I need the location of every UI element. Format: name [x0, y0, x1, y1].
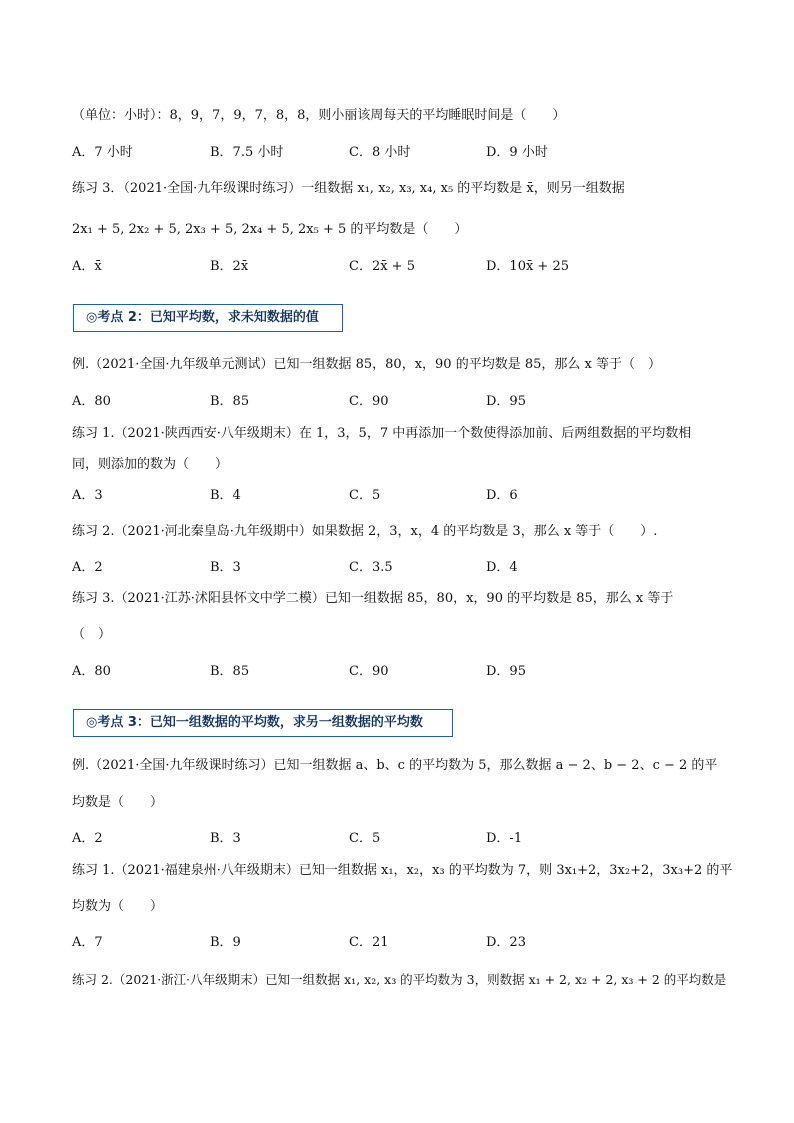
option-c: C．90 — [349, 394, 389, 409]
option-c: C．90 — [349, 664, 389, 679]
section-heading: ◎考点 3：已知一组数据的平均数，求另一组数据的平均数 — [73, 709, 453, 737]
option-c: C．2x̄ + 5 — [349, 259, 415, 274]
question-text: 均数为（ ） — [72, 899, 164, 914]
question-text: 练习 1.（2021·福建泉州·八年级期末）已知一组数据 x₁，x₂，x₃ 的平均数为 7，则 3x₁+2，3x₂+2，3x₃+2 的平 — [72, 863, 733, 878]
question-text: 2x₁ + 5, 2x₂ + 5, 2x₃ + 5, 2x₄ + 5, 2x₅ + 5 的平均数是（ ） — [72, 222, 468, 237]
option-c: C．5 — [349, 488, 381, 503]
option-b: B．3 — [210, 831, 241, 846]
question-text: 练习 3．（2021·全国·九年级课时练习）一组数据 x₁, x₂, x₃, x₄, x₅ 的平均数是 x̄，则另一组数据 — [72, 181, 625, 196]
option-c: C．3.5 — [349, 560, 393, 575]
question-text: 练习 1.（2021·陕西西安·八年级期末）在 1，3，5，7 中再添加一个数使得添加前、后两组数据的平均数相 — [72, 426, 692, 441]
option-b: B．2x̄ — [210, 259, 249, 274]
option-a: A．7 小时 — [72, 145, 133, 160]
question-text: 例.（2021·全国·九年级单元测试）已知一组数据 85，80，x，90 的平均数是 85，那么 x 等于（ ） — [72, 357, 661, 372]
question-text: （单位：小时）：8，9，7，9，7，8，8，则小丽该周每天的平均睡眠时间是（ ） — [72, 108, 566, 123]
option-c: C．8 小时 — [349, 145, 411, 160]
option-d: D．95 — [486, 394, 526, 409]
question-text: 例.（2021·全国·九年级课时练习）已知一组数据 a、b、c 的平均数为 5，那么数据 a − 2、b − 2、c − 2 的平 — [72, 758, 718, 773]
option-a: A．2 — [72, 831, 103, 846]
option-b: B．3 — [210, 560, 241, 575]
option-d: D．6 — [486, 488, 518, 503]
option-b: B．4 — [210, 488, 241, 503]
question-text: 练习 2.（2021·浙江·八年级期末）已知一组数据 x₁, x₂, x₃ 的平均数为 3，则数据 x₁ + 2, x₂ + 2, x₃ + 2 的平均数是 — [72, 972, 727, 987]
option-c: C．21 — [349, 935, 389, 950]
option-d: D．95 — [486, 664, 526, 679]
option-d: D．10x̄ + 25 — [486, 259, 569, 274]
option-a: A．7 — [72, 935, 103, 950]
option-d: D．-1 — [486, 831, 523, 846]
question-text: 练习 2.（2021·河北秦皇岛·九年级期中）如果数据 2，3，x，4 的平均数是 3，那么 x 等于（ ）. — [72, 524, 658, 539]
option-b: B．9 — [210, 935, 241, 950]
option-a: A．80 — [72, 394, 111, 409]
option-a: A．x̄ — [72, 259, 102, 274]
option-c: C．5 — [349, 831, 381, 846]
option-d: D．9 小时 — [486, 145, 548, 160]
option-a: A．2 — [72, 560, 103, 575]
question-text: 练习 3.（2021·江苏·沭阳县怀文中学二模）已知一组数据 85，80，x，90 的平均数是 85，那么 x 等于 — [72, 591, 674, 606]
option-b: B．7.5 小时 — [210, 145, 284, 160]
option-a: A．80 — [72, 664, 111, 679]
option-d: D．4 — [486, 560, 518, 575]
section-heading: ◎考点 2：已知平均数，求未知数据的值 — [73, 304, 343, 332]
question-text: 同，则添加的数为（ ） — [72, 457, 229, 472]
option-b: B．85 — [210, 394, 250, 409]
option-d: D．23 — [486, 935, 526, 950]
question-text: （ ） — [72, 627, 112, 642]
option-a: A．3 — [72, 488, 103, 503]
option-b: B．85 — [210, 664, 250, 679]
question-text: 均数是（ ） — [72, 795, 164, 810]
